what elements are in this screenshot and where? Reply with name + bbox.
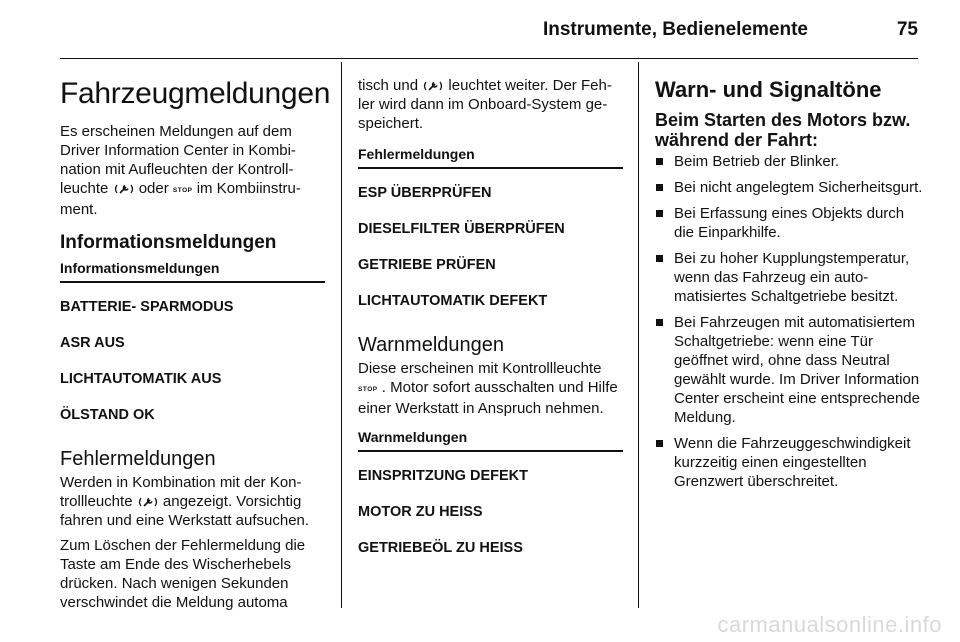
list-item: Beim Betrieb der Blinker.	[655, 152, 923, 171]
table-row: DIESELFILTER ÜBERPRÜFEN	[358, 221, 565, 237]
signal-list	[655, 152, 923, 491]
column-divider	[638, 62, 639, 608]
page-heading: Fahrzeugmeldungen	[60, 77, 331, 110]
table-row: EINSPRITZUNG DEFEKT	[358, 468, 528, 484]
wrench-warning-icon	[422, 79, 444, 93]
fault-table	[358, 175, 623, 319]
warn-heading: Warnmeldungen	[358, 334, 505, 356]
fault-reset-paragraph: Zum Löschen der Fehlermeldung die Taste am Ende des Wischerhebels drücken. Nach wenigen Sekunden verschwindet die Meldung automa	[60, 537, 306, 611]
section-title: Instrumente, Bedienelemente	[542, 19, 808, 40]
table-row: GETRIEBEÖL ZU HEISS	[358, 540, 523, 556]
info-table-header: Informationsmeldungen	[60, 259, 325, 283]
fault-paragraph: Werden in Kombination mit der Kontrollleuchte angezeigt. Vorsichtig fahren und eine Werkstatt aufsuchen.	[60, 474, 310, 529]
info-table	[60, 289, 325, 433]
stop-icon: STOP	[172, 187, 193, 194]
watermark: carmanualsonline.info	[717, 612, 942, 637]
list-item: Bei zu hoher Kupplungstemperatur, wenn das Fahrzeug ein automatisiertes Schaltgetriebe besitzt.	[655, 249, 923, 306]
list-item: Wenn die Fahrzeuggeschwindigkeit kurzzeitig einen eingestellten Grenzwert überschreitet.	[655, 434, 923, 491]
warn-table-header: Warnmeldungen	[358, 428, 623, 452]
intro-paragraph: Es erscheinen Meldungen auf dem Driver Information Center in Kombination mit Aufleuchten der Kontrollleuchte oder STOP im Kombiinstrument.	[60, 123, 301, 218]
warn-paragraph: Diese erscheinen mit Kontrollleuchte STOP . Motor sofort ausschalten und Hilfe einer Werkstatt in Anspruch nehmen.	[358, 360, 618, 417]
table-row: ÖLSTAND OK	[60, 407, 155, 423]
column-divider	[341, 62, 342, 608]
warn-table	[358, 458, 623, 566]
column-middle	[358, 62, 623, 566]
signal-heading: Warn- und Signaltöne	[655, 77, 882, 102]
table-row: ASR AUS	[60, 335, 125, 351]
list-item: Bei Fahrzeugen mit automatisiertem Schaltgetriebe: wenn eine Tür geöffnet wird, ohne dass Neutral gewählt wurde. Im Driver Information Center erscheint eine entsprechende Meldung.	[655, 313, 923, 427]
stop-icon: STOP	[358, 386, 378, 393]
column-left	[60, 62, 331, 618]
table-row: MOTOR ZU HEISS	[358, 504, 483, 520]
fault-table-header: Fehlermeldungen	[358, 145, 623, 169]
wrench-warning-icon	[113, 182, 135, 196]
page-header	[60, 0, 918, 59]
fault-heading: Fehlermeldungen	[60, 448, 216, 470]
info-heading: Informationsmeldungen	[60, 232, 277, 253]
list-item: Bei nicht angelegtem Sicherheitsgurt.	[655, 178, 923, 197]
table-row: LICHTAUTOMATIK AUS	[60, 371, 222, 387]
column-right	[655, 62, 923, 498]
list-item: Bei Erfassung eines Objekts durch die Einparkhilfe.	[655, 204, 923, 242]
table-row: LICHTAUTOMATIK DEFEKT	[358, 293, 548, 309]
page-number: 75	[896, 19, 918, 40]
table-row: ESP ÜBERPRÜFEN	[358, 185, 492, 201]
table-row: GETRIEBE PRÜFEN	[358, 257, 496, 273]
table-row: BATTERIE- SPARMODUS	[60, 299, 234, 315]
wrench-warning-icon	[137, 495, 159, 509]
continued-paragraph: tisch und leuchtet weiter. Der Fehler wird dann im Onboard-System gespeichert.	[358, 77, 612, 132]
signal-subheading: Beim Starten des Motors bzw. während der Fahrt:	[655, 110, 911, 150]
